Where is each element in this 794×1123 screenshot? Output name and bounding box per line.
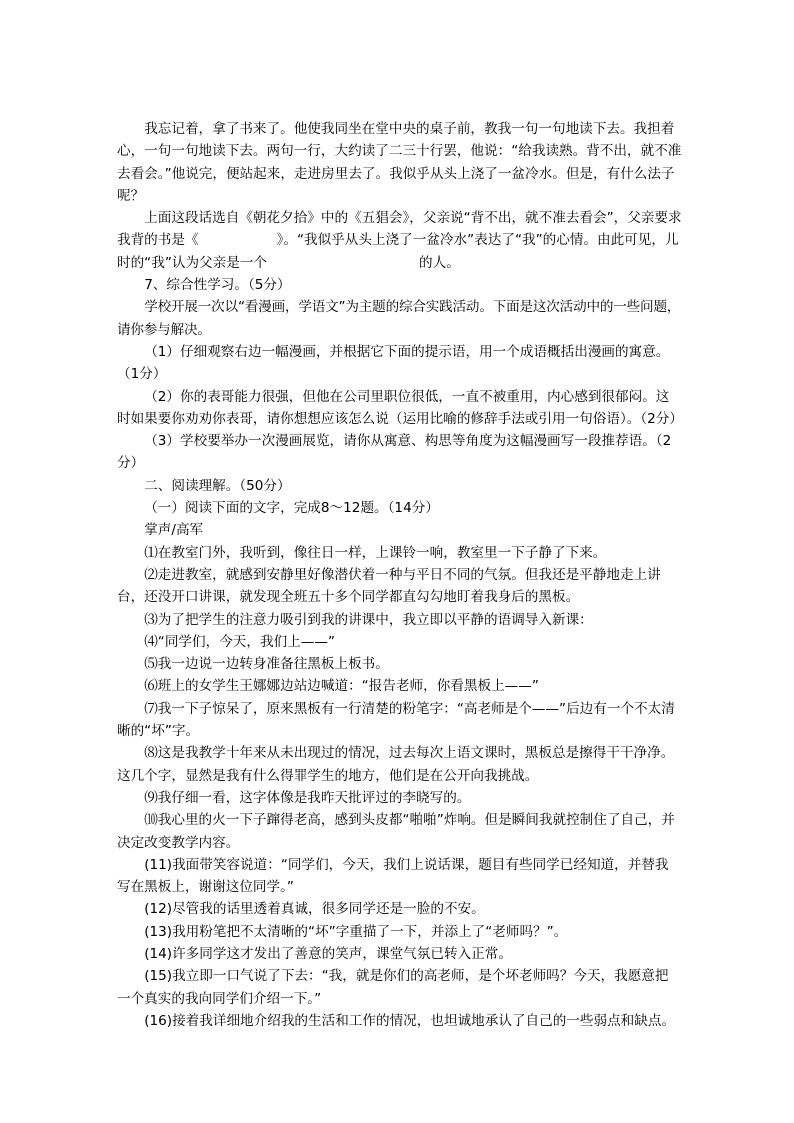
quoted-passage: 我忘记着，拿了书来了。他使我同坐在堂中央的桌子前，教我一句一句地读下去。我担着心，一句一句地读下去。两句一行，大约读了二三十行罢，他说：“给我读熟。背不出，就不准去看会。”他说完，便站起来，走进房里去了。我似乎从头上浇了一盆冷水。但是，有什么法子呢？ [117,121,682,204]
article-paragraph-1: ⑴在教室门外，我听到，像往日一样，上课铃一响，教室里一下子静了下来。 [144,544,607,561]
reading-1-instructions: （一）阅读下面的文字，完成8～12题。（14分） [144,500,439,517]
article-paragraph-14: (14)许多同学这才发出了善意的笑声，课堂气氛已转入正常。 [144,945,512,962]
article-paragraph-2: ⑵走进教室，就感到安静里好像潜伏着一种与平日不同的气氛。但我还是平静地走上讲台，还没开口讲课，就发现全班五十多个同学都直勾勾地盯着我身后的黑板。 [117,566,661,606]
article-paragraph-16: (16)接着我详细地介绍我的生活和工作的情况，也坦诚地承认了自己的一些弱点和缺点。 [144,1012,676,1029]
question-6-part-c: 的心情。由此可见，儿时的“我”认为父亲是一个 [117,232,679,271]
article-paragraph-5: ⑸我一边说一边转身准备往黑板上板书。 [144,656,389,673]
article-paragraph-12: (12)尽管我的话里透着真诚，很多同学还是一脸的不安。 [144,901,485,918]
question-6-part-a: 上面这段话选自《朝花夕拾》中的《五猖会》，父亲说“背不出，就不准去看会”，父亲要求我背的书是《 [117,210,682,249]
article-paragraph-4: ⑷“同学们，今天，我们上——” [144,633,335,650]
question-7-sub-3: （3）学校要举办一次漫画展览，请你从寓意、构思等角度为这幅漫画写一段推荐语。（2分） [117,433,672,472]
question-7-intro: 学校开展一次以“看漫画，学语文”为主题的综合实践活动。下面是这次活动中的一些问题，请你参与解决。 [117,299,681,338]
article-paragraph-3: ⑶为了把学生的注意力吸引到我的讲课中，我立即以平静的语调导入新课： [144,611,593,628]
question-6-part-b: 》。“我似乎从头上浇了一盆冷水”表达了“我” [276,232,543,249]
article-paragraph-9: ⑼我仔细一看，这字体像是我昨天批评过的李晓写的。 [144,789,471,806]
article-paragraph-13: (13)我用粉笔把不太清晰的“坏”字重描了一下，并添上了“老师吗？”。 [144,923,568,940]
article-paragraph-7: ⑺我一下子惊呆了，原来黑板有一行清楚的粉笔字：“高老师是个——”后边有一个不太清晰的“坏”字。 [117,700,675,740]
question-6-text [117,207,682,274]
article-paragraph-15: (15)我立即一口气说了下去：“我，就是你们的高老师，是个坏老师吗？今天，我愿意把一个真实的我向同学们介绍一下。” [117,968,669,1007]
article-paragraph-8: ⑻这是我教学十年来从未出现过的情况，过去每次上语文课时，黑板总是擦得干干净净。这几个字，显然是我有什么得罪学生的地方，他们是在公开向我挑战。 [117,745,675,784]
document-body [117,118,682,1032]
article-paragraph-6: ⑹班上的女学生王娜娜边站边喊道：“报告老师，你看黑板上——” [144,678,539,695]
question-7-sub-1: （1）仔细观察右边一幅漫画，并根据它下面的提示语，用一个成语概括出漫画的寓意。（1分） [117,343,670,383]
article-title: 掌声/高军 [144,522,204,539]
question-6-part-d: 的人。 [419,254,460,271]
question-7-sub-2: （2）你的表哥能力很强，但他在公司里职位很低，一直不被重用，内心感到很郁闷。这时如果要你劝劝你表哥，请你想想应该怎么说（运用比喻的修辞手法或引用一句俗语）。（2分） [117,388,683,427]
article-paragraph-10: ⑽我心里的火一下子蹿得老高，感到头皮都“啪啪”炸响。但是瞬间我就控制住了自己，并决定改变教学内容。 [117,812,675,851]
section-2-heading: 二、阅读理解。（50分） [144,477,291,494]
article-paragraph-11: (11)我面带笑容说道：“同学们，今天，我们上说话课，题目有些同学已经知道，并替我写在黑板上，谢谢这位同学。” [117,856,669,896]
question-7-heading: 7、综合性学习。（5分） [144,277,291,294]
